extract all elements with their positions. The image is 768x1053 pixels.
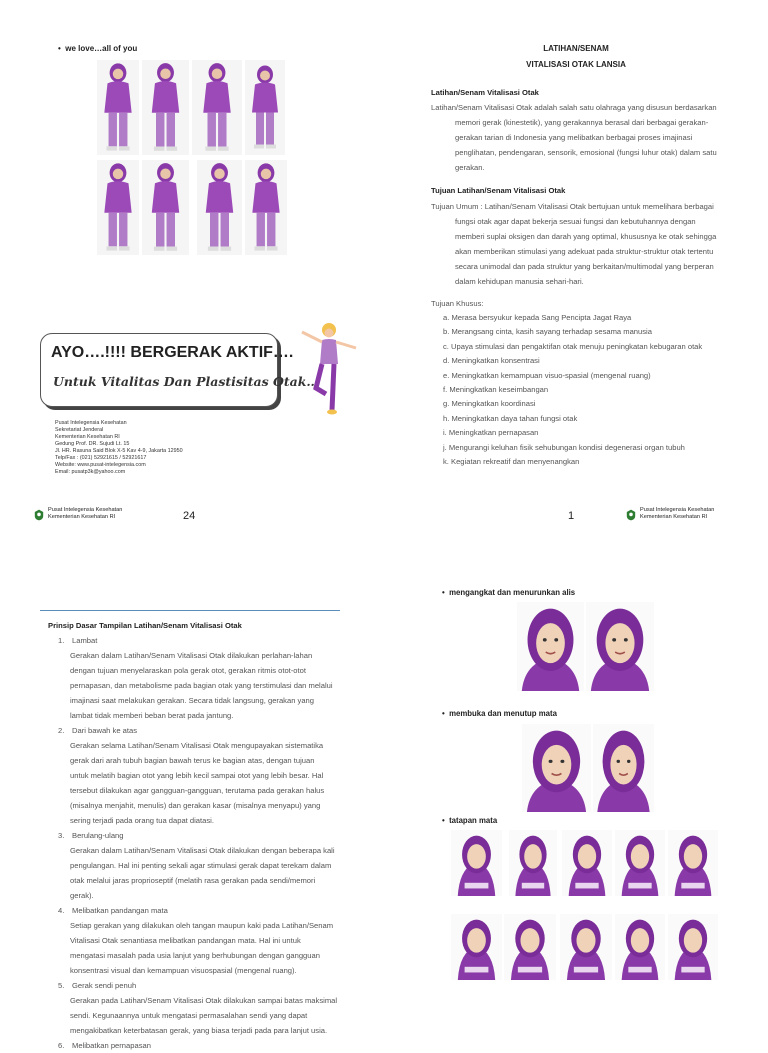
page-top-right bbox=[384, 0, 768, 530]
list-item-body: Setiap gerakan yang dilakukan oleh tangan maupun kaki pada Latihan/Senam Vitalisasi Otak senantiasa melibatkan pandangan mata. Hal ini untuk mengatasi masalah pada usia lanjut yang berhubungan dengan gangguan konsentrasi visual dan kemampuan visuospasial (mengenal ruang). bbox=[70, 921, 334, 975]
list-item: c. Upaya stimulasi dan pengaktifan otak menuju peningkatan kebugaran otak bbox=[443, 341, 703, 351]
list-item-body: Gerakan dalam Latihan/Senam Vitalisasi Otak dilakukan perlahan-lahan dengan tujuan menyelaraskan pola gerak otot, gerakan ritmis otot-otot pernapasan, dan metabolisme pada bagian otak yang terstimulasi dan melalui imajinasi saat melakukan gerakan. Secara tidak langsung, gerakan yang lambat tidak memberi beban berat pada jantung. bbox=[70, 651, 333, 720]
paragraph bbox=[455, 115, 723, 175]
exercise-bullet: • mengangkat dan menurunkan alis bbox=[442, 588, 576, 597]
page-top-left bbox=[0, 0, 384, 530]
face-photo bbox=[522, 724, 591, 812]
exercise-photo bbox=[197, 160, 242, 255]
address-line: Sekretariat Jenderal bbox=[55, 427, 104, 433]
bullet-icon: • bbox=[58, 44, 66, 53]
para-line: penglihatan, pendengaran, sensorik, emosional (fungsi luhur otak) dalam satu bbox=[455, 148, 717, 157]
face-photo bbox=[517, 602, 584, 691]
gaze-photo bbox=[509, 830, 557, 896]
bullet-icon: • bbox=[442, 588, 450, 597]
list-label: Tujuan Khusus: bbox=[431, 299, 484, 308]
dancer-illustration bbox=[298, 318, 360, 416]
header-rule bbox=[40, 610, 340, 611]
bullet-icon: • bbox=[442, 816, 450, 825]
list-item: f. Meningkatkan keseimbangan bbox=[443, 385, 549, 395]
exercise-photo bbox=[142, 60, 189, 155]
gaze-photo bbox=[504, 914, 556, 980]
doc-title-line2: VITALISASI OTAK LANSIA bbox=[526, 60, 626, 69]
intro-bullet: • we love…all of you bbox=[58, 44, 138, 53]
face-photo bbox=[586, 602, 654, 691]
gaze-photo bbox=[668, 914, 718, 980]
list-item: b. Merangsang cinta, kasih sayang terhadap sesama manusia bbox=[443, 327, 652, 337]
banner-box bbox=[40, 333, 319, 407]
para-line: dalam kehidupan manusia sehari-hari. bbox=[455, 277, 584, 286]
address-line: Gedung Prof. DR. Sujudi Lt. 15 bbox=[55, 441, 130, 447]
exercise-photo bbox=[192, 60, 242, 155]
list-item-title: 6. Melibatkan pernapasan bbox=[58, 1041, 151, 1050]
list-item-title: 3. Berulang-ulang bbox=[58, 831, 124, 840]
para-line: akan memberikan stimulasi yang adekuat pada struktur-struktur otak tertentu bbox=[455, 247, 714, 256]
ministry-logo-icon bbox=[33, 509, 45, 521]
exercise-photo bbox=[97, 60, 139, 155]
exercise-photo bbox=[97, 160, 139, 255]
footer-org-line2: Kementerian Kesehatan RI bbox=[48, 514, 116, 520]
address-line: Telp/Fax : (021) 52921615 / 52921617 bbox=[55, 455, 147, 461]
gaze-photo bbox=[560, 914, 612, 980]
exercise-bullet: • tatapan mata bbox=[442, 816, 498, 825]
gaze-photo bbox=[562, 830, 612, 896]
paragraph-first-line: Latihan/Senam Vitalisasi Otak adalah salah satu olahraga yang disusun berdasarkan bbox=[431, 103, 717, 112]
page-bottom-left bbox=[0, 530, 384, 1050]
page-number: 1 bbox=[568, 510, 575, 522]
para-line: gerakan. bbox=[455, 163, 485, 172]
list-item-title: 5. Gerak sendi penuh bbox=[58, 981, 137, 990]
para-line: fungsi otak agar dapat bekerja sesuai fungsi dan kebutuhannya dengan bbox=[455, 217, 696, 226]
exercise-bullet: • membuka dan menutup mata bbox=[442, 709, 557, 718]
objectives-list bbox=[443, 311, 702, 469]
page-bottom-right bbox=[384, 530, 768, 1024]
banner-title: AYO….!!!! BERGERAK AKTIF…. bbox=[51, 344, 294, 361]
gaze-photo bbox=[451, 830, 502, 896]
list-item-body: Gerakan dalam Latihan/Senam Vitalisasi Otak dilakukan dengan beberapa kali pengulangan. Hal ini penting sekali agar stimulasi gerak dapat terekam dalam otak melalui jaras proprioseptif (melatih rasa gerakan pada sendi/memori gerak). bbox=[70, 846, 335, 900]
list-item: d. Meningkatkan konsentrasi bbox=[443, 356, 540, 366]
footer-org-line1: Pusat Intelegensia Kesehatan bbox=[640, 507, 715, 513]
para-line: gerakan tarian di Indonesia yang melibatkan berbagai proses imajinasi bbox=[455, 133, 693, 142]
gaze-photo bbox=[451, 914, 502, 980]
paragraph-first-line: Tujuan Umum : Latihan/Senam Vitalisasi Otak bertujuan untuk memelihara berbagai bbox=[431, 202, 714, 211]
footer-org-line1: Pusat Intelegensia Kesehatan bbox=[48, 507, 123, 513]
address-line: Kementerian Kesehatan RI bbox=[55, 434, 120, 440]
list-item-title: 2. Dari bawah ke atas bbox=[58, 726, 138, 735]
paragraph bbox=[455, 214, 725, 289]
footer-org-line2: Kementerian Kesehatan RI bbox=[640, 514, 708, 520]
address-line: Pusat Intelegensia Kesehatan bbox=[55, 420, 127, 426]
list-item: a. Merasa bersyukur kepada Sang Pencipta Jagat Raya bbox=[443, 313, 632, 322]
section-heading: Prinsip Dasar Tampilan Latihan/Senam Vitalisasi Otak bbox=[48, 621, 242, 630]
address-block bbox=[55, 420, 183, 476]
gaze-photo bbox=[615, 830, 665, 896]
section-heading: Latihan/Senam Vitalisasi Otak bbox=[431, 88, 539, 97]
section-heading: Tujuan Latihan/Senam Vitalisasi Otak bbox=[431, 186, 566, 195]
address-line: Jl. HR. Rasuna Said Blok X-5 Kav 4-9, Jakarta 12950 bbox=[55, 448, 183, 454]
exercise-photo bbox=[245, 60, 285, 155]
address-line: Website: www.pusat-intelegensia.com bbox=[55, 462, 146, 468]
list-item: g. Meningkatkan koordinasi bbox=[443, 399, 536, 409]
bullet-icon: • bbox=[442, 709, 450, 718]
list-item: j. Mengurangi keluhan fisik sehubungan kondisi degenerasi organ tubuh bbox=[443, 442, 685, 452]
exercise-photo bbox=[245, 160, 287, 255]
list-item-body: Gerakan pada Latihan/Senam Vitalisasi Otak dilakukan sampai batas maksimal sendi. Kegunaannya untuk mengatasi permasalahan sendi yang dapat mengakibatkan keterbatasan gerak, yang biasa terjadi pada para lanjut usia. bbox=[70, 996, 338, 1035]
list-item: h. Meningkatkan daya tahan fungsi otak bbox=[443, 413, 578, 423]
address-line: Email: pusatp3k@yahoo.com bbox=[55, 469, 126, 475]
page-number: 24 bbox=[183, 510, 196, 522]
banner-subtitle: Untuk Vitalitas Dan Plastisitas Otak… bbox=[53, 374, 319, 389]
para-line: secara unimodal dan pada struktur yang berkaitan/multimodal yang berperan bbox=[455, 262, 714, 271]
gaze-photo bbox=[668, 830, 718, 896]
ministry-logo-icon bbox=[625, 509, 637, 521]
para-line: memberi suplai oksigen dan darah yang optimal, khususnya ke otak sehingga bbox=[455, 232, 717, 241]
face-photo bbox=[593, 724, 654, 812]
exercise-photo bbox=[142, 160, 189, 255]
list-item: e. Meningkatkan kemampuan visuo-spasial (mengenal ruang) bbox=[443, 370, 651, 380]
list-item-body: Gerakan selama Latihan/Senam Vitalisasi Otak mengupayakan sistematika gerak dari arah tubuh bagian bawah terus ke bagian atas, dengan tujuan untuk melatih bagian otot yang lebih kecil sampai otot yang lebih besar. Hal tersebut dilakukan agar gangguan-gangguan, terutama pada gerakan halus (misalnya menjahit, menulis) dan gerakan kasar (misalnya menyapu) yang sering terjadi pada orang tua dapat diatasi. bbox=[70, 741, 325, 825]
doc-title-line1: LATIHAN/SENAM bbox=[543, 44, 609, 53]
list-item-title: 1. Lambat bbox=[58, 636, 98, 645]
para-line: memori gerak (kinestetik), yang gerakannya berasal dari berbagai gerakan- bbox=[455, 118, 709, 127]
principles-list bbox=[58, 633, 339, 1053]
gaze-photo bbox=[615, 914, 665, 980]
list-item-title: 4. Melibatkan pandangan mata bbox=[58, 906, 168, 915]
list-item: k. Kegiatan rekreatif dan menyenangkan bbox=[443, 457, 580, 467]
list-item: i. Meningkatkan pernapasan bbox=[443, 428, 539, 438]
